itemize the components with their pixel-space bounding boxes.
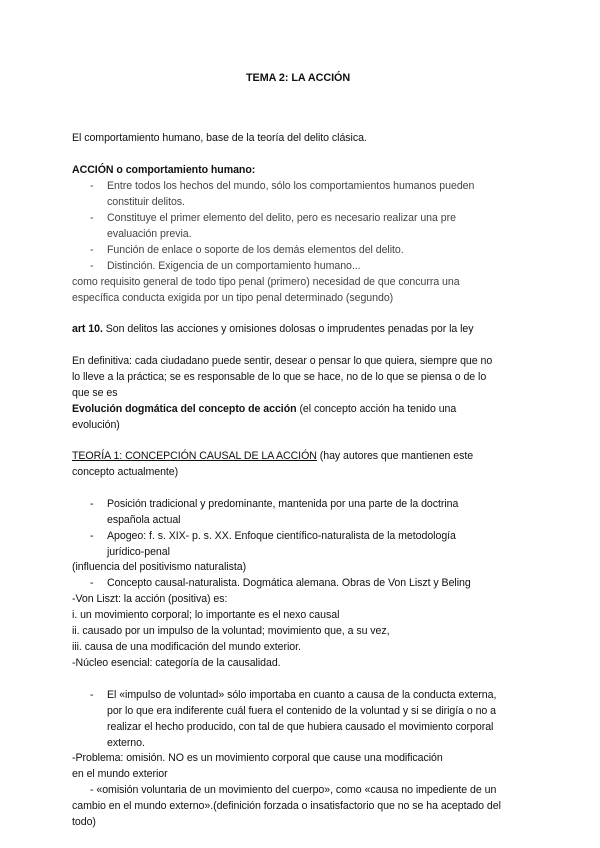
impulso-line-3: realizar el hecho producido, con tal de que hubiera causado el movimiento corporal [107,721,494,733]
teoria1-heading: TEORÍA 1: CONCEPCIÓN CAUSAL DE LA ACCIÓN [72,450,317,462]
accion-bullet-3: Función de enlace o soporte de los demás elementos del delito. [107,244,404,256]
teoria-bullet-3: Concepto causal-naturalista. Dogmática alemana. Obras de Von Liszt y Beling [107,577,471,589]
teoria1-rest: (hay autores que mantienen este [316,450,474,462]
accion-bullet-1-line-1: Entre todos los hechos del mundo, sólo los comportamientos humanos pueden [107,180,475,192]
evolucion-rest: (el concepto acción ha tenido una [296,403,457,415]
evolucion-line-1 [72,401,456,418]
accion-bullet-4: Distinción. Exigencia de un comportamiento humano... [107,260,361,272]
page-title: TEMA 2: LA ACCIÓN [246,72,351,84]
definitiva-line-3: que se es [72,387,118,399]
problema-line-1: -Problema: omisión. NO es un movimiento corporal que cause una modificación [72,752,443,764]
teoria-bullet-1-line-1: Posición tradicional y predominante, mantenida por una parte de la doctrina [107,498,459,510]
definitiva-line-1: En definitiva: cada ciudadano puede sentir, desear o pensar lo que quiera, siempre que no [72,355,493,367]
bullet-dash: - [90,577,94,589]
requisito-line-1: como requisito general de todo tipo penal (primero) necesidad de que concurra una [72,276,460,288]
impulso-line-1: El «impulso de voluntad» sólo importaba en cuanto a causa de la conducta externa, [107,689,497,701]
impulso-line-4: externo. [107,737,145,749]
bullet-dash: - [90,180,94,192]
bullet-dash: - [90,260,94,272]
bullet-dash: - [90,498,94,510]
liszt-line-4: iii. causa de una modificación del mundo exterior. [72,641,301,653]
bullet-dash: - [90,689,94,701]
accion-bullet-2-line-1: Constituye el primer elemento del delito, pero es necesario realizar una pre [107,212,456,224]
omision-line-1: - «omisión voluntaria de un movimiento del cuerpo», como «causa no impediente de un [90,784,497,796]
problema-line-2: en el mundo exterior [72,768,168,780]
teoria-bullet-2-line-1: Apogeo: f. s. XIX- p. s. XX. Enfoque científico-naturalista de la metodología [107,530,456,542]
influencia-line: (influencia del positivismo naturalista) [72,561,247,573]
art10-label: art 10. [72,323,103,335]
art10-paragraph [72,321,474,338]
requisito-line-2: específica conducta exigida por un tipo penal determinado (segundo) [72,292,394,304]
accion-bullet-1-line-2: constituir delitos. [107,196,185,208]
liszt-line-1: -Von Liszt: la acción (positiva) es: [72,593,228,605]
evolucion-heading: Evolución dogmática del concepto de acción [72,403,297,415]
definitiva-line-2: lo lleve a la práctica; se es responsable de lo que se hace, no de lo que se piensa o de lo [72,371,487,383]
accion-bullet-2-line-2: evaluación previa. [107,228,192,240]
omision-line-2: cambio en el mundo externo».(definición forzada o insatisfactorio que no se ha aceptado del [72,800,501,812]
bullet-dash: - [90,244,94,256]
bullet-dash: - [90,212,94,224]
liszt-line-5: -Núcleo esencial: categoría de la causalidad. [72,657,281,669]
teoria1-line-2: concepto actualmente) [72,466,179,478]
intro-line: El comportamiento humano, base de la teoría del delito clásica. [72,132,367,144]
teoria1-line-1 [72,448,473,465]
liszt-line-2: i. un movimiento corporal; lo importante es el nexo causal [72,609,340,621]
accion-heading: ACCIÓN o comportamiento humano: [72,164,256,176]
teoria-bullet-1-line-2: española actual [107,514,181,526]
omision-line-3: todo) [72,816,96,828]
bullet-dash: - [90,530,94,542]
teoria-bullet-2-line-2: jurídico-penal [107,546,170,558]
impulso-line-2: por lo que era indiferente cuál fuera el contenido de la voluntad y si se dirigía o no a [107,705,497,717]
art10-text: Son delitos las acciones y omisiones dolosas o imprudentes penadas por la ley [102,323,474,335]
liszt-line-3: ii. causado por un impulso de la voluntad; movimiento que, a su vez, [72,625,390,637]
evolucion-line-2: evolución) [72,419,120,431]
